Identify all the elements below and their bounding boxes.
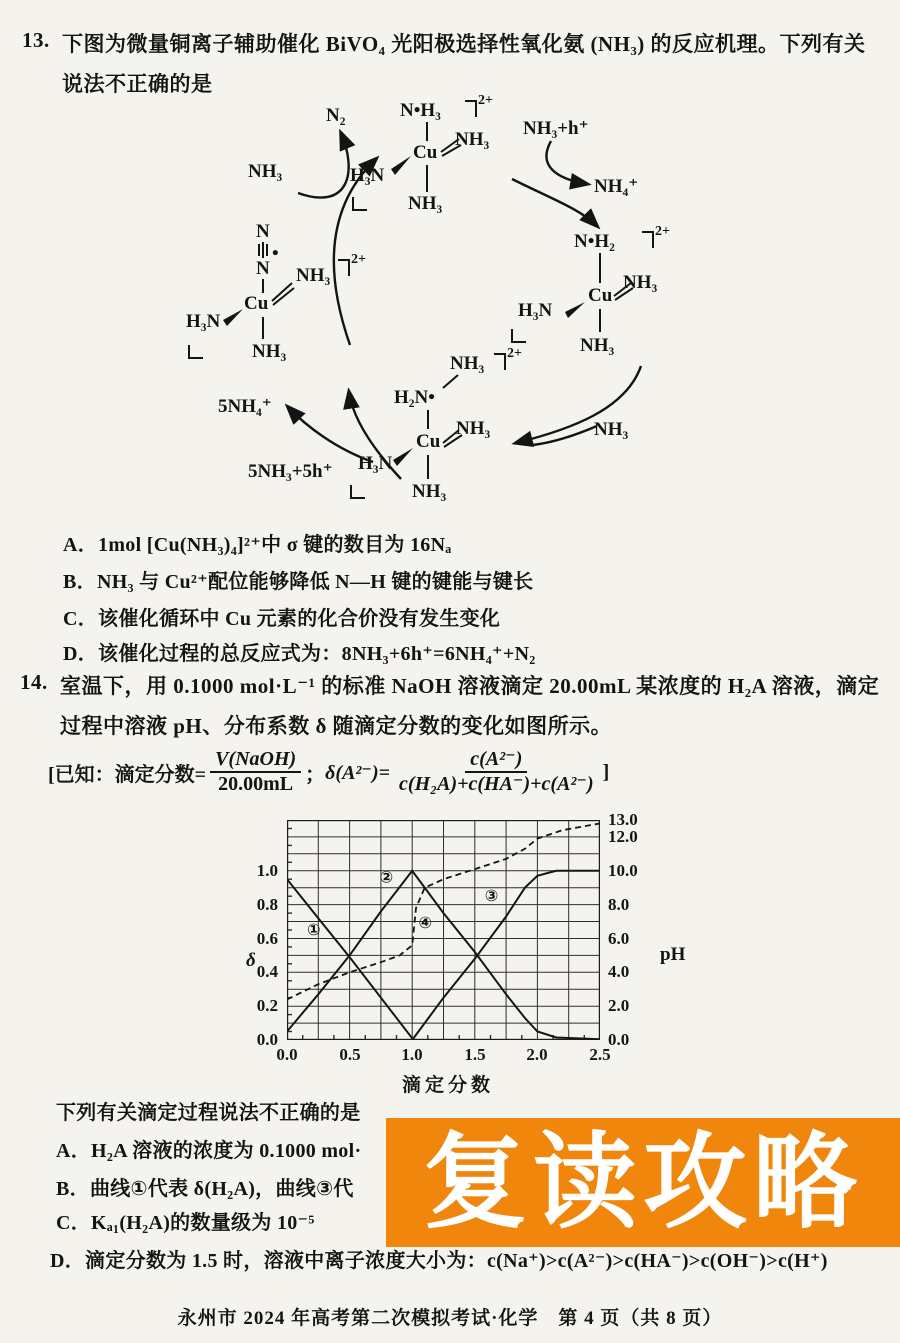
nh4-out-label: NH₄⁺ [594, 176, 639, 197]
q13-option-a [63, 528, 451, 557]
cu-complex-left-ligand: H₃N [186, 311, 221, 332]
radical-dot: • [272, 243, 279, 264]
chart-svg [287, 820, 600, 1040]
cu-complex-mid-ligand: H₂N• [394, 387, 435, 408]
cu-complex-top-charge: 2+ [478, 93, 493, 108]
watermark-banner [386, 1118, 900, 1247]
cu-complex-bottom-ligand: NH₃ [408, 193, 443, 214]
q14-option-b [56, 1172, 354, 1201]
option-label: A． [56, 1140, 92, 1162]
bracket-icon [465, 100, 477, 117]
cu-complex-n-top: N [256, 221, 270, 242]
x-tick: 1.5 [464, 1045, 486, 1064]
bracket-icon [338, 259, 350, 276]
cu-complex-bottom-ligand: NH₃ [412, 481, 447, 502]
y-left-axis-title: δ [246, 950, 256, 971]
svg-text:④: ④ [418, 913, 433, 933]
svg-text:①: ① [307, 920, 321, 939]
q14-stem-line1: 室温下，用 0.1000 mol·L⁻¹ 的标准 NaOH 溶液滴定 20.00mL 某浓度的 H₂A 溶液，滴定 [60, 674, 880, 698]
fraction-denominator: c(H₂A)+c(HA⁻)+c(A²⁻) [399, 773, 594, 795]
cu-complex-left-ligand: H₃N [350, 165, 385, 186]
svg-text:③: ③ [484, 886, 499, 906]
nh3-plus-h-label: NH₃+h⁺ [523, 118, 589, 139]
fraction-delta [394, 748, 599, 796]
cu-complex-charge: 2+ [351, 252, 366, 267]
option-label: B． [56, 1178, 90, 1200]
y-right-tick: 13.0 [608, 810, 638, 829]
y-left-tick: 0.6 [256, 929, 278, 948]
x-axis-title: 滴定分数 [401, 1075, 494, 1096]
q13-option-b [63, 565, 533, 594]
nh3-in-bottom-label: NH₃ [594, 419, 629, 440]
cu-center: Cu [413, 142, 438, 163]
bracket-icon [511, 329, 526, 343]
option-text: NH₃ 与 Cu²⁺配位能够降低 N—H 键的键能与键长 [96, 571, 534, 593]
option-label: C． [63, 608, 99, 630]
y-right-tick: 8.0 [608, 895, 630, 914]
option-label: C． [56, 1212, 92, 1234]
option-label: D． [63, 643, 99, 665]
x-tick: 2.5 [589, 1045, 611, 1064]
nh3-in-top-label: NH₃ [248, 161, 283, 182]
y-left-tick: 0.8 [256, 895, 278, 914]
page-footer: 永州市 2024 年高考第二次模拟考试·化学 第 4 页（共 8 页） [177, 1308, 723, 1329]
y-right-axis-title: pH [660, 944, 686, 965]
cu-complex-bottom-ligand: NH₃ [252, 341, 287, 362]
bracket-icon [642, 231, 654, 248]
option-label: A． [63, 534, 99, 556]
cu-complex-right-ligand: NH₃ [455, 129, 490, 150]
fraction-denominator: 20.00mL [218, 773, 294, 795]
five-nh3-5h-label: 5NH₃+5h⁺ [248, 461, 333, 482]
q13-stem-line2: 说法不正确的是 [62, 72, 213, 96]
y-left-tick: 0.0 [256, 1030, 278, 1049]
y-right-tick: 0.0 [608, 1030, 630, 1049]
cu-complex-n-bottom: N [256, 258, 270, 279]
option-text: 该催化循环中 Cu 元素的化合价没有发生变化 [98, 608, 501, 630]
formula-separator: ； [305, 763, 326, 786]
x-tick: 0.0 [276, 1045, 298, 1064]
q14-stem-line2: 过程中溶液 pH、分布系数 δ 随滴定分数的变化如图所示。 [60, 714, 613, 738]
option-text: 1mol [Cu(NH₃)₄]²⁺中 σ 键的数目为 16Nₐ [98, 534, 452, 556]
cu-complex-right-ligand: NH₃ [296, 265, 331, 286]
cu-complex-top-ligand: N•H₃ [400, 100, 441, 121]
fraction-numerator: V(NaOH) [210, 748, 301, 773]
titration-fraction-formula [48, 748, 609, 796]
cu-complex-left-ligand: H₃N [518, 300, 553, 321]
y-left-tick: 1.0 [256, 861, 278, 880]
cu-complex-top-ligand: N•H₂ [574, 231, 615, 252]
cu-complex-bottom-ligand: NH₃ [580, 335, 615, 356]
q14-option-d [50, 1244, 828, 1273]
option-text: Kₐ₁(H₂A)的数量级为 10⁻⁵ [91, 1212, 315, 1234]
cu-complex-right-ligand: NH₃ [623, 272, 658, 293]
y-right-tick: 6.0 [608, 929, 630, 948]
q13-option-c [63, 602, 500, 631]
cycle-arrows-svg [0, 95, 900, 520]
cu-complex-charge: 2+ [655, 224, 670, 239]
option-text: H₂A 溶液的浓度为 0.1000 mol· [91, 1140, 362, 1162]
x-tick: 2.0 [526, 1045, 548, 1064]
cu-center: Cu [588, 285, 613, 306]
cu-complex-left-ligand: H₃N [358, 453, 393, 474]
known-prefix: [已知：滴定分数= [48, 763, 207, 786]
x-tick: 1.0 [401, 1045, 423, 1064]
y-left-tick: 0.4 [256, 962, 278, 981]
svg-text:②: ② [379, 867, 394, 887]
x-tick: 0.5 [339, 1045, 361, 1064]
q13-option-d [63, 637, 536, 666]
option-text: 曲线①代表 δ(H₂A)，曲线③代 [89, 1178, 354, 1200]
q14-option-a [56, 1134, 361, 1163]
cu-center: Cu [244, 293, 269, 314]
y-right-tick: 2.0 [608, 996, 630, 1015]
bracket-icon [494, 353, 506, 370]
cu-center: Cu [416, 431, 441, 452]
delta-lhs: δ(A²⁻)= [325, 761, 391, 784]
q14-number: 14. [20, 670, 48, 694]
option-label: B． [63, 571, 97, 593]
bracket-icon [188, 345, 203, 359]
option-text: 该催化过程的总反应式为：8NH₃+6h⁺=6NH₄⁺+N₂ [98, 643, 536, 665]
bracket-icon [352, 197, 367, 211]
watermark-text: 复读攻略 [422, 1124, 863, 1241]
cu-complex-right-ligand: NH₃ [456, 418, 491, 439]
fraction-vnaoh [210, 748, 301, 796]
y-left-tick: 0.2 [256, 996, 278, 1015]
y-right-tick: 12.0 [608, 827, 638, 846]
bracket-icon [350, 485, 365, 499]
titration-chart [230, 812, 700, 1107]
y-right-tick: 4.0 [608, 962, 630, 981]
cu-complex-top-ligand: NH₃ [450, 353, 485, 374]
n2-label: N₂ [326, 105, 346, 126]
chart-plot-area [287, 820, 600, 1040]
q13-stem-line1: 下图为微量铜离子辅助催化 BiVO₄ 光阳极选择性氧化氨 (NH₃) 的反应机理。下列有关 [62, 32, 866, 56]
catalytic-cycle-diagram [0, 95, 900, 520]
fraction-numerator: c(A²⁻) [465, 748, 527, 773]
known-suffix: ] [602, 760, 610, 783]
y-right-tick: 10.0 [608, 861, 638, 880]
cu-complex-charge: 2+ [507, 346, 522, 361]
option-text: 滴定分数为 1.5 时，溶液中离子浓度大小为：c(Na⁺)>c(A²⁻)>c(HA⁻)>c(OH⁻)>c(H⁺) [85, 1250, 828, 1272]
q14-option-c [56, 1206, 315, 1235]
q14-substem: 下列有关滴定过程说法不正确的是 [56, 1102, 361, 1124]
five-nh4-label: 5NH₄⁺ [218, 396, 272, 417]
option-label: D． [50, 1250, 86, 1272]
q13-number: 13. [22, 28, 50, 52]
